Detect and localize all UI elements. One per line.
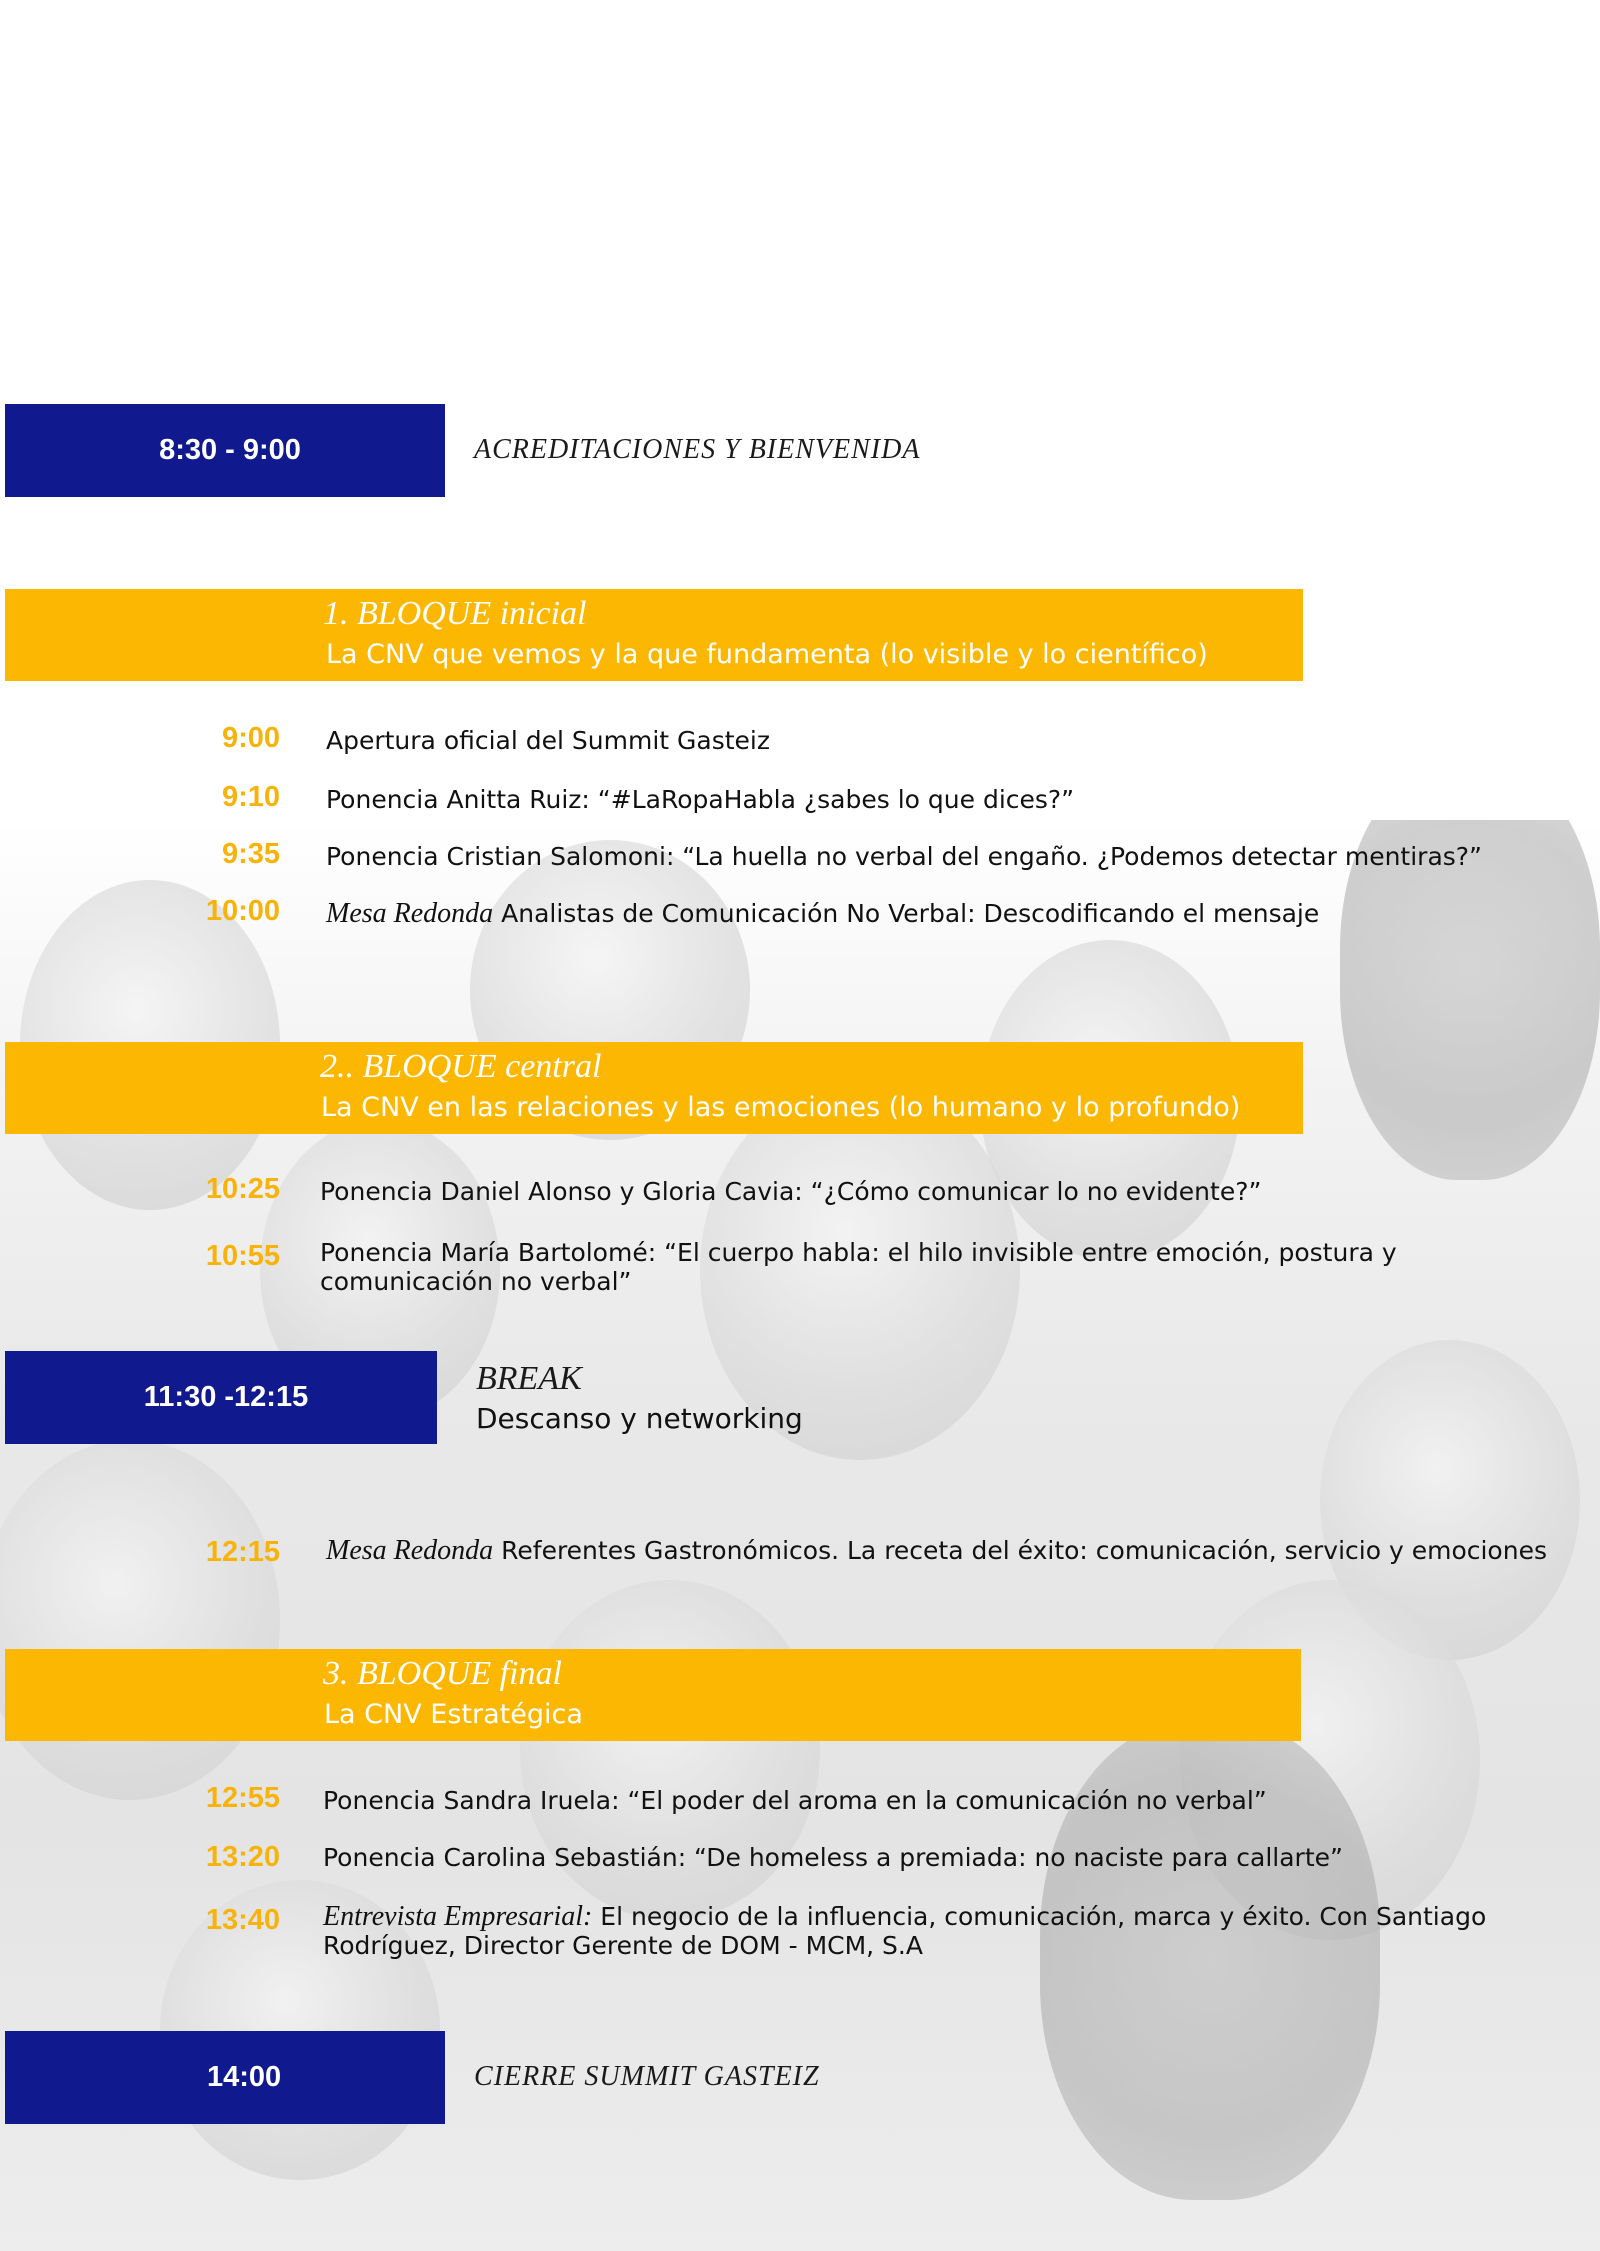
item-text-rest: Analistas de Comunicación No Verbal: Descodificando el mensaje bbox=[493, 899, 1320, 928]
item-time: 10:55 bbox=[205, 1240, 280, 1272]
block2-subtitle: La CNV en las relaciones y las emociones (lo humano y lo profundo) bbox=[321, 1092, 1241, 1123]
item-text: Ponencia Anitta Ruiz: “#LaRopaHabla ¿sabes lo que dices?” bbox=[326, 785, 1075, 814]
item-time: 9:35 bbox=[221, 838, 280, 870]
block3-title: 3. BLOQUE final bbox=[323, 1655, 562, 1692]
closing-label: CIERRE SUMMIT GASTEIZ bbox=[474, 2061, 820, 2092]
item-text bbox=[326, 899, 1319, 928]
item-time: 12:55 bbox=[205, 1782, 280, 1814]
opening-time-bar bbox=[5, 404, 445, 497]
item-text-rest: El negocio de la influencia, comunicación, marca y éxito. Con Santiago bbox=[592, 1902, 1487, 1931]
block3-subtitle: La CNV Estratégica bbox=[324, 1699, 583, 1730]
block1-header bbox=[5, 589, 1303, 681]
break-time: 11:30 -12:15 bbox=[143, 1381, 309, 1413]
item-text-rest: Referentes Gastronómicos. La receta del éxito: comunicación, servicio y emociones bbox=[493, 1536, 1547, 1565]
break-subtitle: Descanso y networking bbox=[476, 1402, 803, 1435]
item-text-line2: Rodríguez, Director Gerente de DOM - MCM, S.A bbox=[323, 1931, 923, 1960]
break-title: BREAK bbox=[476, 1360, 582, 1397]
item-text-line1 bbox=[323, 1902, 1486, 1931]
closing-time-bar bbox=[5, 2031, 445, 2124]
item-text bbox=[323, 1902, 1486, 1960]
block1-subtitle: La CNV que vemos y la que fundamenta (lo visible y lo científico) bbox=[326, 639, 1208, 670]
block3-header bbox=[5, 1649, 1301, 1741]
item-text bbox=[320, 1238, 1397, 1296]
item-text: Ponencia Sandra Iruela: “El poder del aroma en la comunicación no verbal” bbox=[323, 1786, 1267, 1815]
item-time: 12:15 bbox=[205, 1536, 280, 1568]
item-text-line2: comunicación no verbal” bbox=[320, 1267, 632, 1296]
item-italic-label: Entrevista Empresarial: bbox=[323, 1901, 593, 1932]
item-italic-label: Mesa Redonda bbox=[326, 898, 494, 929]
item-italic-label: Mesa Redonda bbox=[326, 1535, 494, 1566]
item-time: 9:00 bbox=[221, 722, 280, 754]
block1-title: 1. BLOQUE inicial bbox=[323, 595, 587, 632]
item-text bbox=[326, 1536, 1547, 1565]
block2-header bbox=[5, 1042, 1303, 1134]
item-text-line1: Ponencia María Bartolomé: “El cuerpo habla: el hilo invisible entre emoción, postura y bbox=[320, 1238, 1397, 1267]
break-time-bar bbox=[5, 1351, 437, 1444]
item-time: 10:00 bbox=[205, 895, 280, 927]
item-time: 13:20 bbox=[205, 1841, 280, 1873]
item-time: 9:10 bbox=[221, 781, 280, 813]
item-time: 10:25 bbox=[205, 1173, 280, 1205]
closing-time: 14:00 bbox=[207, 2061, 282, 2093]
item-time: 13:40 bbox=[205, 1904, 280, 1936]
item-text: Ponencia Daniel Alonso y Gloria Cavia: “¿Cómo comunicar lo no evidente?” bbox=[320, 1177, 1262, 1206]
block2-title: 2.. BLOQUE central bbox=[320, 1048, 602, 1085]
item-text: Apertura oficial del Summit Gasteiz bbox=[326, 726, 770, 755]
opening-label: ACREDITACIONES Y BIENVENIDA bbox=[474, 434, 921, 465]
opening-time: 8:30 - 9:00 bbox=[159, 434, 301, 466]
item-text: Ponencia Carolina Sebastián: “De homeless a premiada: no naciste para callarte” bbox=[323, 1843, 1343, 1872]
item-text: Ponencia Cristian Salomoni: “La huella no verbal del engaño. ¿Podemos detectar mentiras?” bbox=[326, 842, 1483, 871]
